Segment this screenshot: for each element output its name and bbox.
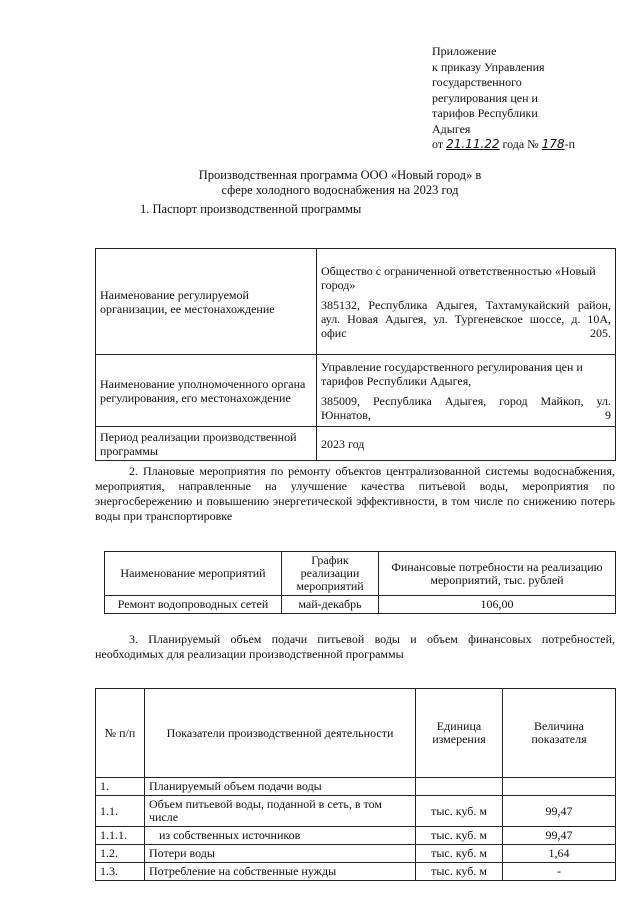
order-date: 21.11.22 — [446, 137, 500, 151]
appendix-line: регулирования цен и — [432, 90, 538, 105]
passport-label: Период реализации производственной программы — [96, 427, 317, 461]
section2-text: 2. Плановые мероприятия по ремонту объектов централизованной системы водоснабжения, мероприятия, направленные на улучшение качества питьевой воды, мероприятия по энергосбережению и повышению энергетической эффективности, в том числе по снижению потерь воды при транспортировке — [95, 464, 615, 523]
passport-value — [317, 249, 616, 355]
appendix-line: к приказу Управления — [432, 59, 545, 74]
indicator-value: 1,64 — [503, 845, 616, 863]
table-header-row — [96, 689, 616, 778]
indicator-unit: тыс. куб. м — [416, 827, 503, 845]
row-number: 1.1. — [96, 796, 145, 827]
table-row — [96, 427, 616, 461]
column-header: № п/п — [96, 689, 145, 778]
indicator-value: 99,47 — [503, 827, 616, 845]
column-header: Финансовые потребности на реализацию мероприятий, тыс. рублей — [379, 552, 616, 596]
appendix-line: Приложение — [432, 44, 497, 58]
column-header: Величина показателя — [503, 689, 616, 778]
table-row — [96, 249, 616, 355]
indicator-unit: тыс. куб. м — [416, 863, 503, 881]
indicator-name: Потребление на собственные нужды — [145, 863, 416, 881]
passport-table — [95, 248, 616, 461]
table-row — [96, 845, 616, 863]
table-row — [96, 778, 616, 796]
table-row — [96, 863, 616, 881]
number-suffix: -п — [564, 137, 576, 151]
indicator-value — [503, 778, 616, 796]
date-prefix: от — [432, 137, 444, 151]
indicator-value: 99,47 — [503, 796, 616, 827]
row-number: 1. — [96, 778, 145, 796]
table-row — [96, 355, 616, 427]
order-number: 178 — [541, 137, 565, 151]
table-row — [105, 596, 616, 614]
appendix-date-line — [432, 137, 612, 153]
appendix-line: тарифов Республики — [432, 106, 538, 120]
indicator-name: Потери воды — [145, 845, 416, 863]
date-suffix: года № — [502, 137, 539, 151]
passport-value-b: 385009, Республика Адыгея, город Майкоп, ул. Юннатов, 9 — [321, 393, 611, 422]
indicator-name: Объем питьевой воды, поданной в сеть, в том числе — [145, 796, 416, 827]
document-title — [150, 168, 530, 198]
indicator-name: из собственных источников — [145, 827, 416, 845]
indicator-value: - — [503, 863, 616, 881]
measure-cost: 106,00 — [379, 596, 616, 614]
row-number: 1.1.1. — [96, 827, 145, 845]
title-line-1: Производственная программа ООО «Новый город» в — [198, 168, 482, 182]
row-number: 1.2. — [96, 845, 145, 863]
passport-label: Наименование уполномоченного органа регулирования, его местонахождение — [96, 355, 317, 427]
indicator-name: Планируемый объем подачи воды — [145, 778, 416, 796]
indicator-unit: тыс. куб. м — [416, 845, 503, 863]
passport-value-b: 385132, Республика Адыгея, Тахтамукайский район, аул. Новая Адыгея, ул. Тургеневское шоссе, д. 10А, офис 205. — [321, 297, 611, 340]
appendix-line: государственного — [432, 75, 522, 89]
table-row — [96, 827, 616, 845]
passport-value: 2023 год — [317, 427, 616, 461]
indicators-table — [95, 688, 616, 881]
section3-text: 3. Планируемый объем подачи питьевой воды и объем финансовых потребностей, необходимых для реализации производственной программы — [95, 632, 615, 661]
measure-name: Ремонт водопроводных сетей — [105, 596, 282, 614]
section1-heading: 1. Паспорт производственной программы — [140, 202, 362, 216]
table-row — [96, 796, 616, 827]
column-header: Единица измерения — [416, 689, 503, 778]
passport-label: Наименование регулируемой организации, ее местонахождение — [96, 249, 317, 355]
row-number: 1.3. — [96, 863, 145, 881]
title-line-2: сфере холодного водоснабжения на 2023 год — [221, 183, 459, 197]
column-header: Наименование мероприятий — [105, 552, 282, 596]
passport-value-a: Управление государственного регулирования цен и тарифов Республики Адыгея, — [321, 359, 583, 388]
measure-schedule: май-декабрь — [282, 596, 379, 614]
column-header: График реализации мероприятий — [282, 552, 379, 596]
passport-value — [317, 355, 616, 427]
indicator-unit — [416, 778, 503, 796]
appendix-block — [432, 44, 612, 153]
indicator-unit: тыс. куб. м — [416, 796, 503, 827]
passport-value-a: Общество с ограниченной ответственностью «Новый город» — [321, 263, 596, 292]
table-header-row — [105, 552, 616, 596]
measures-table — [104, 551, 616, 614]
appendix-line: Адыгея — [432, 121, 471, 136]
column-header: Показатели производственной деятельности — [145, 689, 416, 778]
